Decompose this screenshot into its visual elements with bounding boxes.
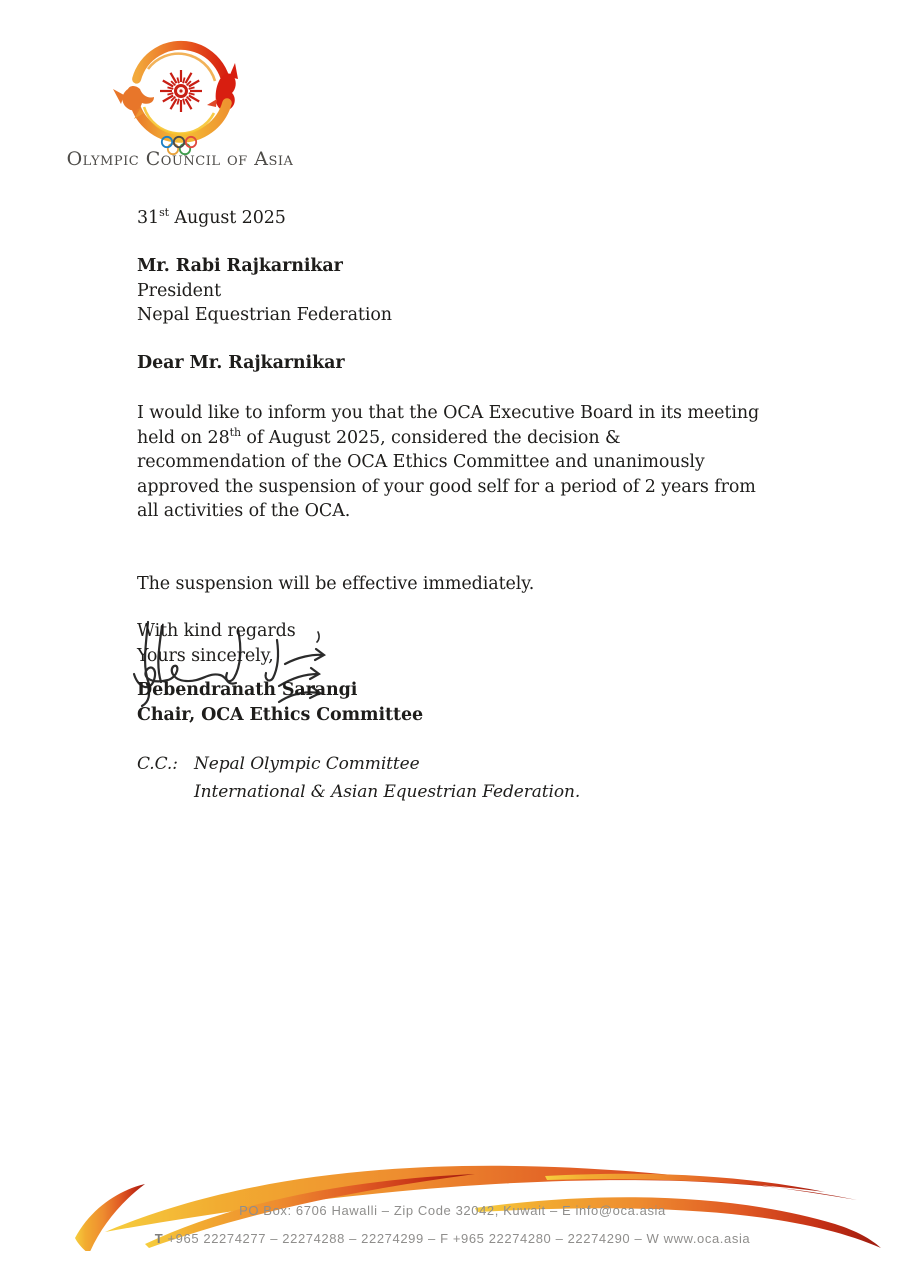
cc-line: International & Asian Equestrian Federation. xyxy=(194,782,581,802)
signer-title: Chair, OCA Ethics Committee xyxy=(137,704,424,725)
closing-regards: With kind regards xyxy=(137,621,296,641)
letter-date: 31st August 2025 xyxy=(137,206,286,228)
body-line: held on 28th of August 2025, considered the decision & xyxy=(137,425,621,448)
recipient-organization: Nepal Equestrian Federation xyxy=(137,305,392,325)
body-line: recommendation of the OCA Ethics Committee and unanimously xyxy=(137,452,705,472)
signer-name: Debendranath Sarangi xyxy=(137,680,358,700)
recipient-title: President xyxy=(137,280,222,301)
cc-line: Nepal Olympic Committee xyxy=(194,754,420,774)
cc-label: C.C.: xyxy=(137,754,178,774)
body-line: approved the suspension of your good self for a period of 2 years from xyxy=(137,476,756,497)
signer-block xyxy=(137,678,423,727)
cc-block xyxy=(137,750,580,806)
footer-address-line: PO Box: 6706 Hawalli – Zip Code 32042, Kuwait – E info@oca.asia xyxy=(239,1203,666,1218)
recipient-block xyxy=(137,254,392,328)
footer-phone-line: T +965 22274277 – 22274288 – 22274299 – F +965 22274280 – 22274290 – W www.oca.asia xyxy=(154,1231,751,1246)
salutation: Dear Mr. Rajkarnikar xyxy=(137,353,345,373)
body-line: all activities of the OCA. xyxy=(137,501,351,521)
recipient-name: Mr. Rabi Rajkarnikar xyxy=(137,256,343,276)
closing-sincerely: Yours sincerely, xyxy=(137,645,274,666)
body-paragraph-1 xyxy=(137,401,837,524)
cc-lines xyxy=(194,750,580,806)
body-paragraph-2: The suspension will be effective immediately. xyxy=(137,574,535,594)
footer-contact xyxy=(0,1197,905,1253)
org-name: Olympic Council of Asia xyxy=(66,148,294,170)
body-line: I would like to inform you that the OCA Executive Board in its meeting xyxy=(137,403,760,423)
